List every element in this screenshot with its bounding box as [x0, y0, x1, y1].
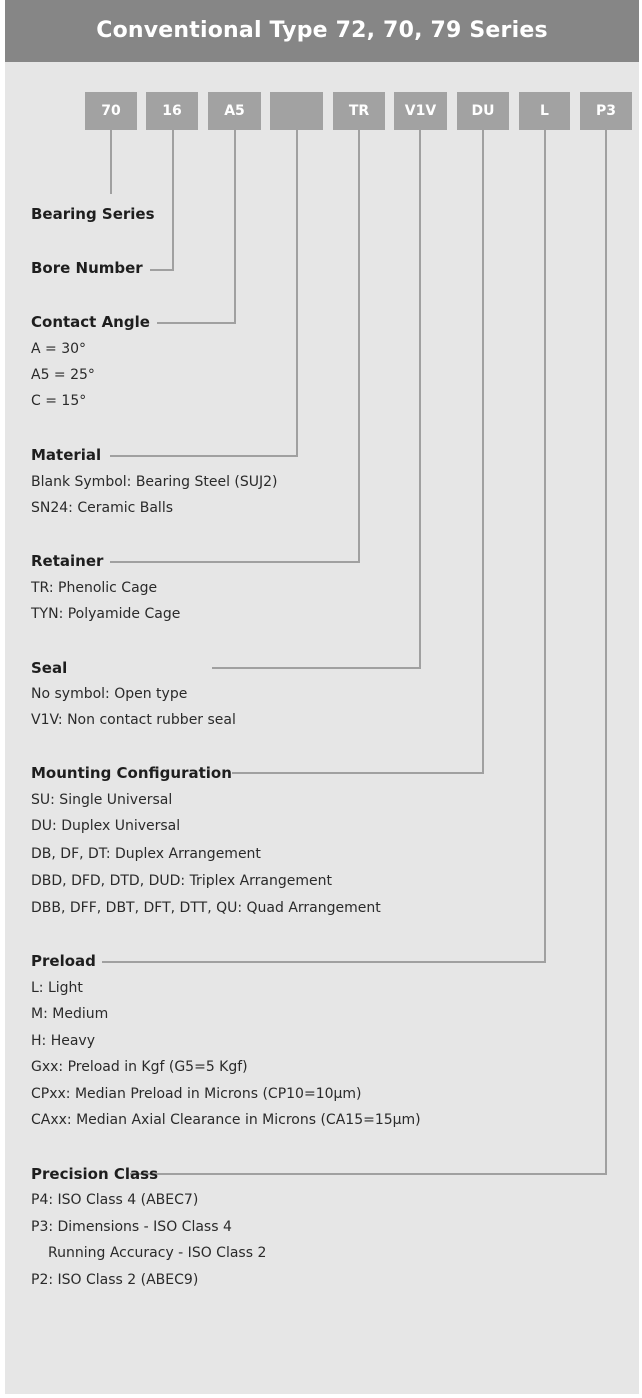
connector-material: [110, 130, 297, 456]
connector-preload: [102, 130, 545, 962]
heading-preload: Preload: [31, 952, 96, 970]
heading-material: Material: [31, 446, 102, 464]
preload-item: Gxx: Preload in Kgf (G5=5 Kgf): [31, 1059, 248, 1075]
material-item: SN24: Ceramic Balls: [31, 500, 173, 516]
retainer-item: TR: Phenolic Cage: [31, 580, 158, 596]
material-item: Blank Symbol: Bearing Steel (SUJ2): [31, 474, 278, 490]
heading-precision-class: Precision Class: [31, 1165, 159, 1183]
code-box-precision: P3: [580, 92, 632, 130]
heading-seal: Seal: [31, 659, 68, 677]
contact-angle-item: A5 = 25°: [31, 367, 95, 383]
heading-mounting-configuration: Mounting Configuration: [31, 764, 232, 782]
precision-item: P3: Dimensions - ISO Class 4: [31, 1219, 232, 1235]
code-box-contact-angle: A5: [208, 92, 261, 130]
connector-seal: [212, 130, 420, 668]
code-box-series: 70: [85, 92, 137, 130]
precision-item: P4: ISO Class 4 (ABEC7): [31, 1192, 199, 1208]
connector-bore: [150, 130, 173, 270]
mounting-item: DBB, DFF, DBT, DFT, DTT, QU: Quad Arrangement: [31, 900, 381, 916]
seal-item: No symbol: Open type: [31, 686, 188, 702]
retainer-item: TYN: Polyamide Cage: [31, 606, 181, 622]
heading-bearing-series: Bearing Series: [31, 205, 155, 223]
contact-angle-item: A = 30°: [31, 341, 87, 357]
mounting-item: DBD, DFD, DTD, DUD: Triplex Arrangement: [31, 873, 332, 889]
contact-angle-item: C = 15°: [31, 393, 87, 409]
preload-item: L: Light: [31, 980, 83, 996]
mounting-item: DU: Duplex Universal: [31, 818, 181, 834]
code-box-mounting: DU: [457, 92, 509, 130]
heading-contact-angle: Contact Angle: [31, 313, 150, 331]
heading-bore-number: Bore Number: [31, 259, 143, 277]
heading-retainer: Retainer: [31, 552, 104, 570]
precision-item: P2: ISO Class 2 (ABEC9): [31, 1272, 199, 1288]
connector-contact-angle: [157, 130, 235, 323]
code-box-retainer: TR: [333, 92, 385, 130]
mounting-item: DB, DF, DT: Duplex Arrangement: [31, 846, 261, 862]
seal-item: V1V: Non contact rubber seal: [31, 712, 236, 728]
page-title: Conventional Type 72, 70, 79 Series: [5, 0, 639, 62]
code-box-bore: 16: [146, 92, 198, 130]
connector-mounting: [232, 130, 483, 773]
preload-item: H: Heavy: [31, 1033, 95, 1049]
connector-precision: [130, 130, 606, 1174]
code-box-seal: V1V: [394, 92, 447, 130]
preload-item: CPxx: Median Preload in Microns (CP10=10μm): [31, 1086, 362, 1102]
preload-item: CAxx: Median Axial Clearance in Microns (CA15=15μm): [31, 1112, 421, 1128]
code-box-preload: L: [519, 92, 570, 130]
precision-item: Running Accuracy - ISO Class 2: [48, 1245, 267, 1261]
mounting-item: SU: Single Universal: [31, 792, 173, 808]
preload-item: M: Medium: [31, 1006, 109, 1022]
